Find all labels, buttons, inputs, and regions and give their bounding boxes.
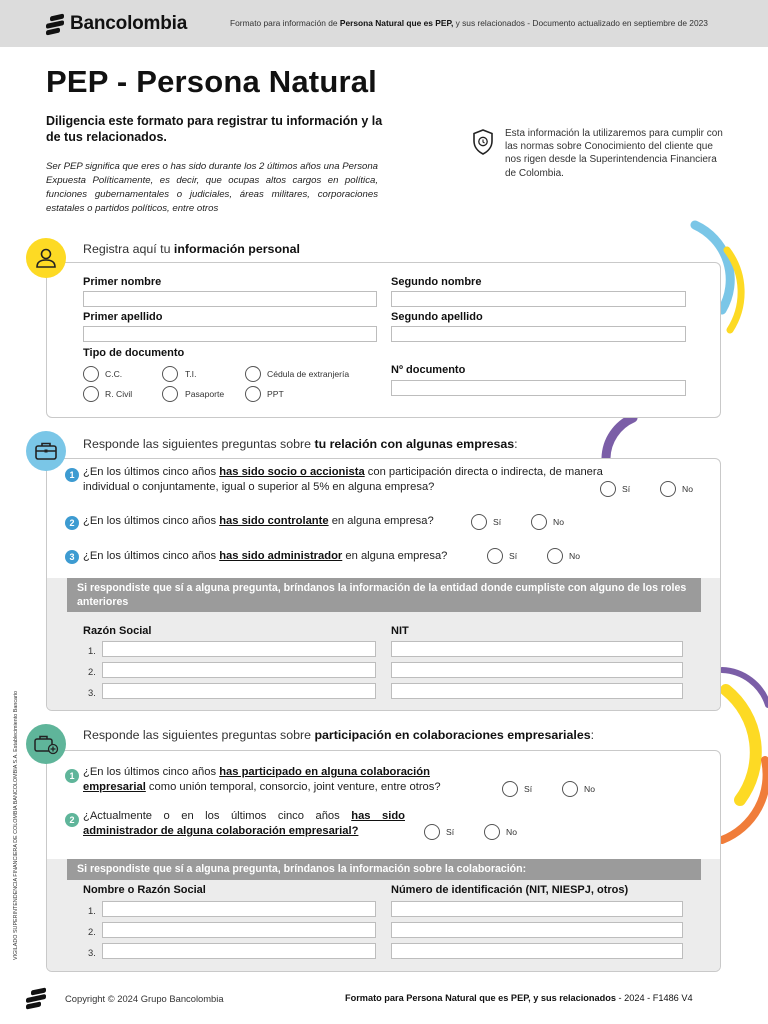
doc-type-rcivil-label: R. Civil: [105, 389, 133, 399]
companies-q1-yes-label: Sí: [622, 484, 631, 494]
copyright-text: Copyright © 2024 Grupo Bancolombia: [65, 993, 224, 1004]
nombre-razon-social-header: Nombre o Razón Social: [83, 884, 206, 896]
footer-document-id: Formato para Persona Natural que es PEP, y sus relacionados - 2024 - F1486 V4: [345, 993, 693, 1003]
briefcase-icon: [34, 440, 58, 462]
header-document-note: Formato para información de Persona Natural que es PEP, y sus relacionados - Documento actualizado en septiembre de 2023: [230, 18, 708, 28]
personal-section-title: Registra aquí tu información personal: [83, 242, 300, 256]
collab-q1-yes-radio[interactable]: [502, 781, 518, 797]
collab-id-field-2[interactable]: [391, 922, 683, 938]
companies-q2-yes-label: Sí: [493, 517, 502, 527]
companies-q3-no-radio[interactable]: [547, 548, 563, 564]
row-number: 2.: [88, 926, 96, 937]
briefcase-add-icon: [33, 733, 59, 755]
collab-q2-yes-radio[interactable]: [424, 824, 440, 840]
collab-entity-band: Si respondiste que sí a alguna pregunta, bríndanos la información sobre la colaboración:: [67, 859, 701, 880]
row-number: 1.: [88, 905, 96, 916]
razon-social-field-2[interactable]: [102, 662, 376, 678]
collab-q1-yes-label: Sí: [524, 784, 533, 794]
nit-header: NIT: [391, 625, 409, 637]
collab-name-field-2[interactable]: [102, 922, 376, 938]
info-usage-note: Esta información la utilizaremos para cumplir con las normas sobre Conocimiento del cliente que nos rigen desde la Superintendencia Financiera de Colombia.: [505, 128, 723, 179]
collab-question-1: ¿En los últimos cinco años has participado en alguna colaboración empresarial como unión temporal, consorcio, joint venture, entre otros?: [83, 766, 441, 793]
primer-apellido-field[interactable]: [83, 326, 377, 342]
user-icon: [34, 246, 58, 270]
companies-q1-yes-radio[interactable]: [600, 481, 616, 497]
doc-type-pasaporte-radio[interactable]: [162, 386, 178, 402]
doc-type-cc-radio[interactable]: [83, 366, 99, 382]
doc-type-ppt-label: PPT: [267, 389, 284, 399]
companies-q2-no-label: No: [553, 517, 564, 527]
collab-id-field-1[interactable]: [391, 901, 683, 917]
companies-q1-no-radio[interactable]: [660, 481, 676, 497]
vertical-legal-text: VIGILADO SUPERINTENDENCIA FINANCIERA DE COLOMBIA BANCOLOMBIA S.A. Establecimiento Bancario: [13, 690, 19, 960]
collab-section-title: Responde las siguientes preguntas sobre participación en colaboraciones empresariales:: [83, 728, 595, 742]
collab-q2-yes-label: Sí: [446, 827, 455, 837]
doc-type-ce-label: Cédula de extranjería: [267, 369, 350, 379]
companies-q1-no-label: No: [682, 484, 693, 494]
companies-section-badge: [26, 431, 66, 471]
question-number-badge: 2: [65, 813, 79, 827]
companies-question-3: ¿En los últimos cinco años has sido administrador en alguna empresa?: [83, 550, 448, 562]
question-number-badge: 3: [65, 550, 79, 564]
collab-q2-no-label: No: [506, 827, 517, 837]
footer-bancolombia-mark-icon: [26, 988, 46, 1008]
doc-type-ce-radio[interactable]: [245, 366, 261, 382]
collab-q2-no-radio[interactable]: [484, 824, 500, 840]
shield-icon: [472, 129, 494, 155]
collab-id-field-3[interactable]: [391, 943, 683, 959]
companies-q3-yes-label: Sí: [509, 551, 518, 561]
nit-field-1[interactable]: [391, 641, 683, 657]
numero-documento-label: Nº documento: [391, 364, 466, 376]
row-number: 1.: [88, 645, 96, 656]
companies-q3-no-label: No: [569, 551, 580, 561]
doc-type-pasaporte-label: Pasaporte: [185, 389, 225, 399]
bancolombia-logo: [46, 13, 187, 35]
primer-nombre-field[interactable]: [83, 291, 377, 307]
razon-social-field-3[interactable]: [102, 683, 376, 699]
collab-q1-no-label: No: [584, 784, 595, 794]
companies-q2-no-radio[interactable]: [531, 514, 547, 530]
row-number: 2.: [88, 666, 96, 677]
collab-section-badge: [26, 724, 66, 764]
companies-section-title: Responde las siguientes preguntas sobre tu relación con algunas empresas:: [83, 437, 518, 451]
pep-definition: Ser PEP significa que eres o has sido durante los 2 últimos años una Persona Expuesta Políticamente, es decir, que ocupas altos cargos en política, funciones gubernamentales o judiciales, áreas militares, corporaciones estatales o partidos políticos, entre otros: [46, 161, 378, 214]
question-number-badge: 1: [65, 769, 79, 783]
companies-question-2: ¿En los últimos cinco años has sido controlante en alguna empresa?: [83, 515, 434, 527]
companies-q2-yes-radio[interactable]: [471, 514, 487, 530]
bancolombia-mark-icon: [46, 14, 64, 34]
tipo-documento-label: Tipo de documento: [83, 347, 185, 359]
collab-q1-no-radio[interactable]: [562, 781, 578, 797]
question-number-badge: 2: [65, 516, 79, 530]
companies-question-1: ¿En los últimos cinco años has sido socio o accionista con participación directa o indirecta, de manera individual o conjuntamente, igual o superior al 5% en alguna empresa?: [83, 466, 603, 493]
doc-type-ti-radio[interactable]: [162, 366, 178, 382]
segundo-nombre-label: Segundo nombre: [391, 276, 482, 288]
top-header-bar: [0, 0, 768, 47]
doc-type-cc-label: C.C.: [105, 369, 123, 379]
companies-q3-yes-radio[interactable]: [487, 548, 503, 564]
nit-field-2[interactable]: [391, 662, 683, 678]
intro-text: Diligencia este formato para registrar tu información y la de tus relacionados.: [46, 114, 383, 144]
row-number: 3.: [88, 947, 96, 958]
collab-name-field-3[interactable]: [102, 943, 376, 959]
personal-section-badge: [26, 238, 66, 278]
primer-nombre-label: Primer nombre: [83, 276, 162, 288]
brand-name: Bancolombia: [70, 13, 188, 34]
numero-documento-field[interactable]: [391, 380, 686, 396]
doc-type-rcivil-radio[interactable]: [83, 386, 99, 402]
doc-type-ti-label: T.I.: [185, 369, 197, 379]
razon-social-field-1[interactable]: [102, 641, 376, 657]
segundo-apellido-field[interactable]: [391, 326, 686, 342]
collab-name-field-1[interactable]: [102, 901, 376, 917]
doc-type-ppt-radio[interactable]: [245, 386, 261, 402]
question-number-badge: 1: [65, 468, 79, 482]
numero-identificacion-header: Número de identificación (NIT, NIESPJ, otros): [391, 884, 629, 896]
segundo-apellido-label: Segundo apellido: [391, 311, 483, 323]
nit-field-3[interactable]: [391, 683, 683, 699]
page-title: PEP - Persona Natural: [46, 64, 377, 99]
segundo-nombre-field[interactable]: [391, 291, 686, 307]
companies-entity-band: Si respondiste que sí a alguna pregunta, bríndanos la información de la entidad donde cumpliste con alguno de los roles anteriores: [67, 578, 701, 612]
row-number: 3.: [88, 687, 96, 698]
primer-apellido-label: Primer apellido: [83, 311, 163, 323]
razon-social-header: Razón Social: [83, 625, 152, 637]
collab-question-2: ¿Actualmente o en los últimos cinco años has sido administrador de alguna colaboración empresarial?: [83, 810, 405, 837]
